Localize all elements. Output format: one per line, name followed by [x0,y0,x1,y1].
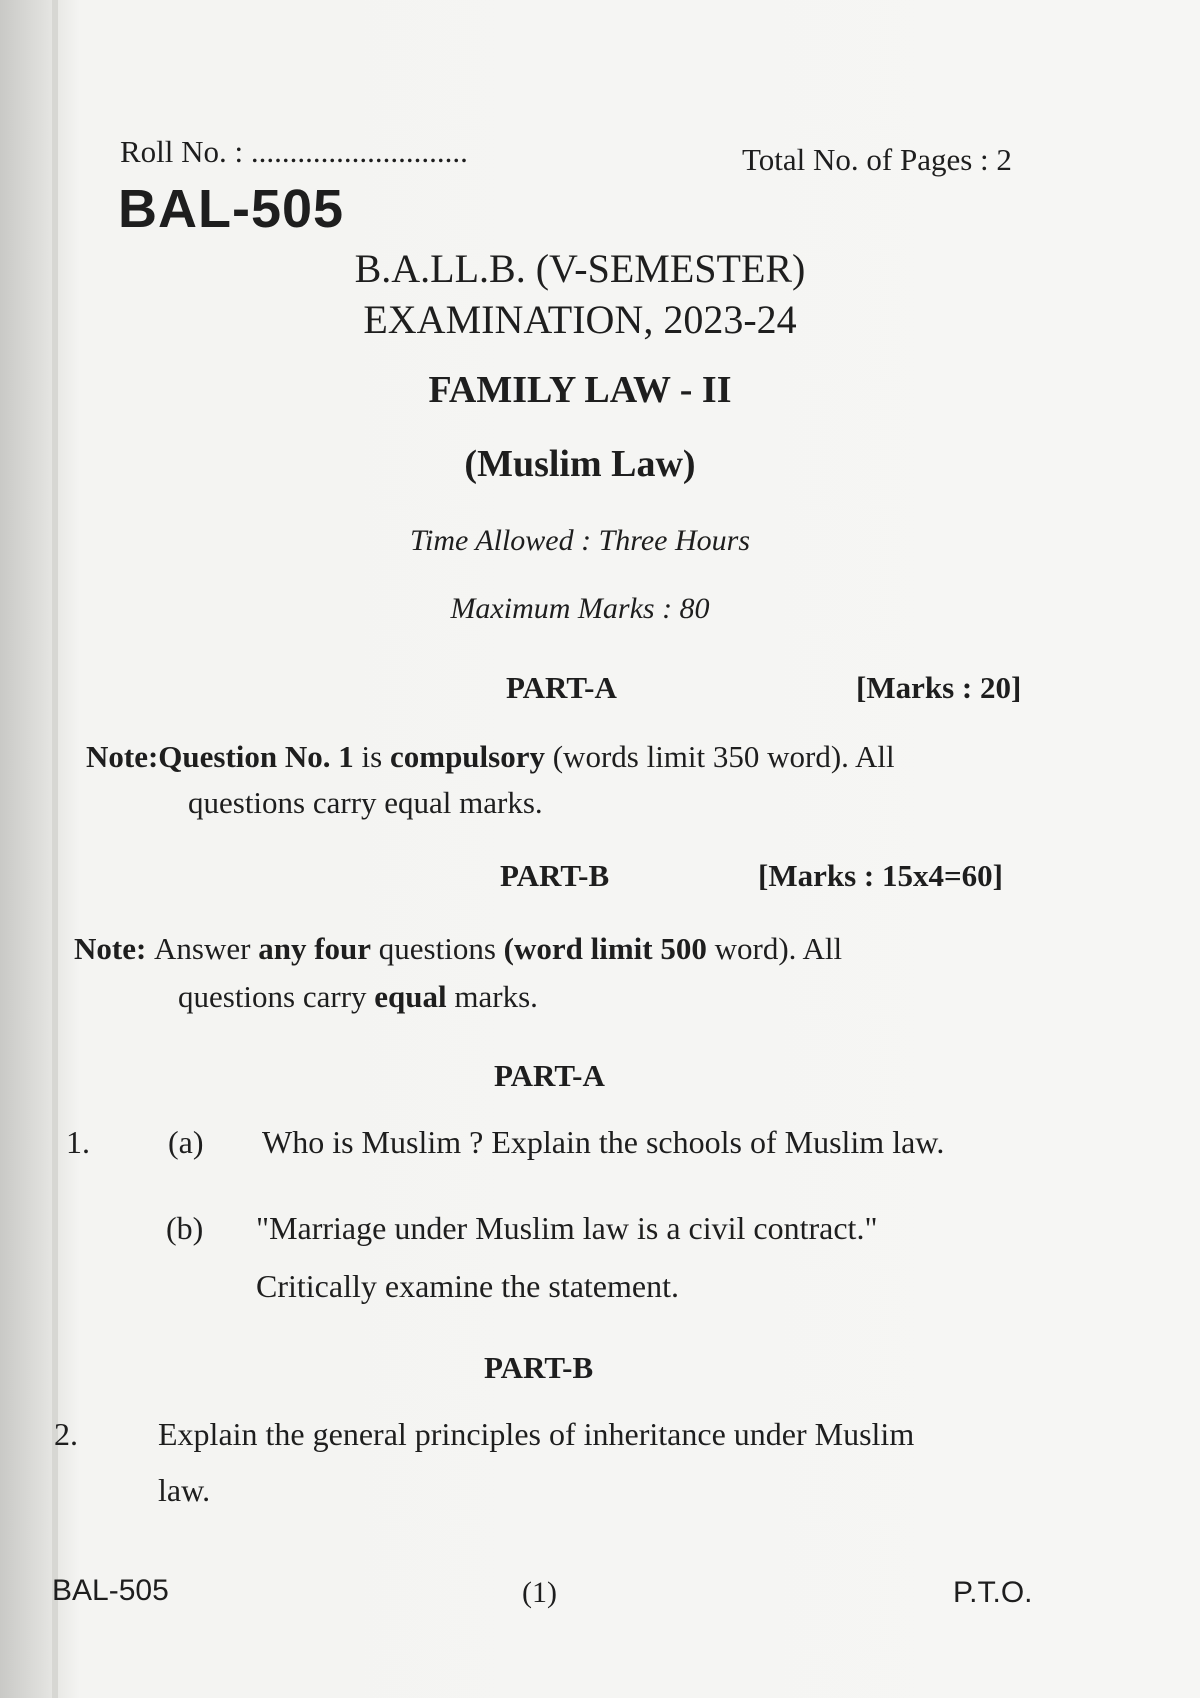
section-part-b-heading: PART-B [484,1350,594,1385]
question-1b-line1: "Marriage under Muslim law is a civil contract." [256,1210,878,1246]
note-any-four: any four [258,931,372,966]
note-text: marks. [446,979,538,1014]
note-equal: equal [374,979,447,1014]
degree-title: B.A.LL.B. (V-SEMESTER) [354,246,806,291]
question-2-line1: Explain the general principles of inheritance under Muslim [158,1416,915,1452]
part-a-note-line1 [86,734,895,780]
question-2-number: 2. [54,1416,78,1452]
footer-paper-code: BAL-505 [52,1574,169,1607]
roll-number-field: Roll No. : ............................ [120,134,468,169]
note-rest: (words limit 350 word). All [544,739,895,774]
total-pages: Total No. of Pages : 2 [742,142,1012,177]
part-b-note-line1 [74,926,842,972]
part-a-marks: [Marks : 20] [856,670,1022,705]
question-1b-line2: Critically examine the statement. [256,1268,679,1304]
section-part-a-heading: PART-A [494,1058,605,1093]
subject-title: FAMILY LAW - II [428,369,732,411]
time-allowed: Time Allowed : Three Hours [409,524,750,557]
instructions-part-a-heading: PART-A [506,670,617,705]
note-text: questions carry [178,979,375,1014]
note-compulsory: compulsory [389,739,545,774]
footer-page-number: (1) [522,1576,557,1609]
paper-code: BAL-505 [118,179,345,239]
question-1b-label: (b) [166,1210,204,1246]
exam-title: EXAMINATION, 2023-24 [363,297,797,342]
footer-pto: P.T.O. [953,1576,1033,1609]
maximum-marks: Maximum Marks : 80 [450,592,710,625]
question-1a-label: (a) [168,1124,204,1160]
instructions-part-b-heading: PART-B [500,858,610,893]
note-text: Answer [154,931,259,966]
question-1-number: 1. [66,1124,90,1160]
part-a-note-line2: questions carry equal marks. [188,785,543,820]
note-is: is [353,739,390,774]
part-b-marks: [Marks : 15x4=60] [758,858,1003,893]
note-text: word). All [706,931,843,966]
question-1a-text: Who is Muslim ? Explain the schools of Muslim law. [262,1124,945,1160]
subject-subtitle: (Muslim Law) [464,443,696,485]
note-question: Question No. 1 [158,739,354,774]
note-word-limit: (word limit 500 [503,931,707,966]
note-label: Note: [74,931,147,966]
question-2-line2: law. [158,1472,211,1508]
note-text: questions [371,931,504,966]
note-label: Note: [86,739,159,774]
part-b-note-line2 [178,974,538,1020]
